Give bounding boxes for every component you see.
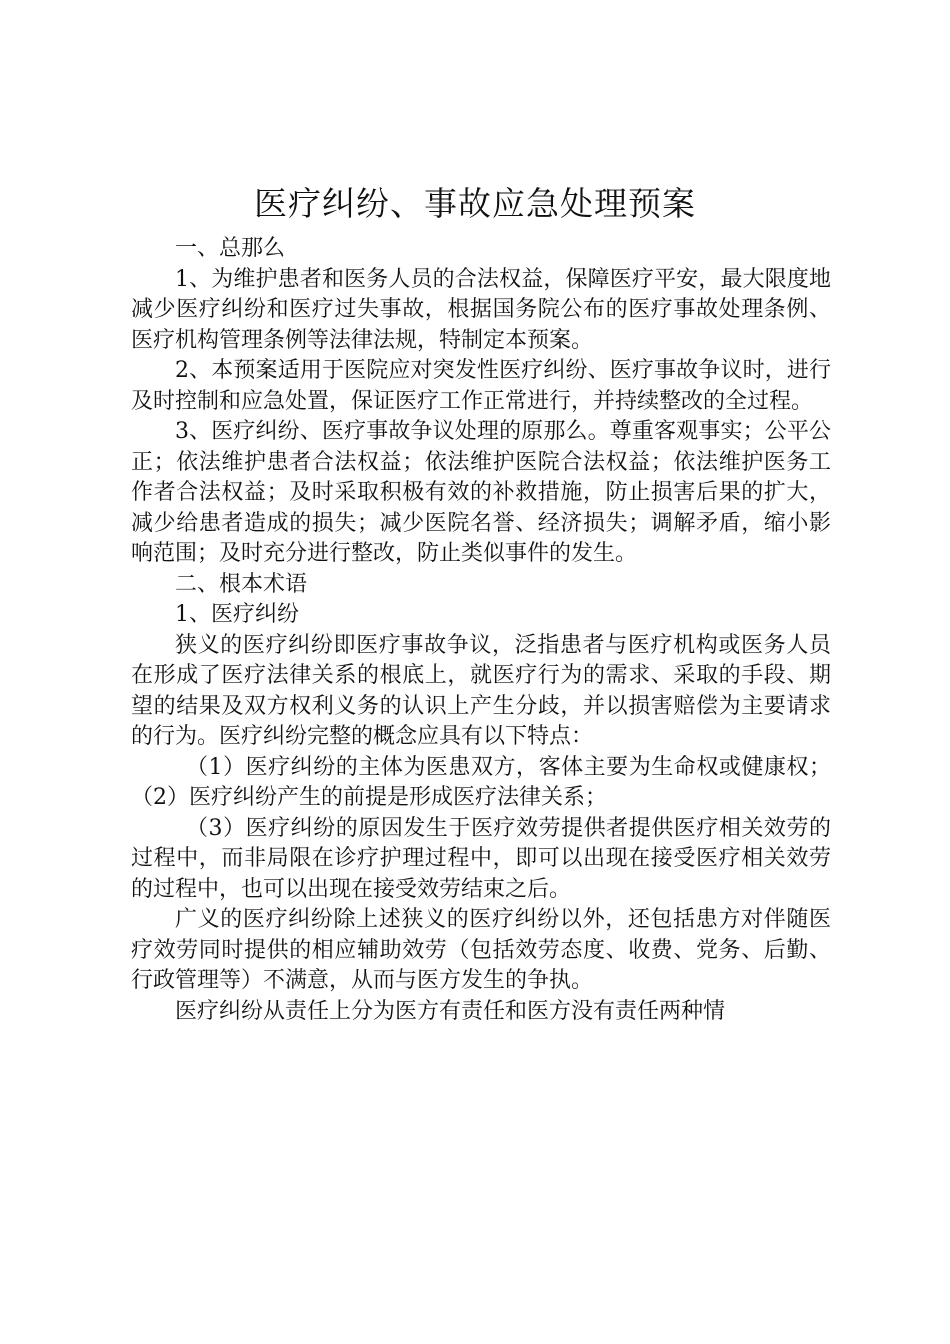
paragraph-features-1-2: （1）医疗纠纷的主体为医患双方，客体主要为生命权或健康权；（2）医疗纠纷产生的前提是形成医疗法律关系； <box>131 754 831 810</box>
document-title: 医疗纠纷、事故应急处理预案 <box>254 184 696 223</box>
paragraph-feature-3: （3）医疗纠纷的原因发生于医疗效劳提供者提供医疗相关效劳的过程中，而非局限在诊疗护理过程中，即可以出现在接受医疗相关效劳的过程中，也可以出现在接受效劳结束之后。 <box>131 815 831 902</box>
paragraph-broad-definition: 广义的医疗纠纷除上述狭义的医疗纠纷以外，还包括患方对伴随医疗效劳同时提供的相应辅助效劳（包括效劳态度、收费、党务、后勤、行政管理等）不满意，从而与医方发生的争执。 <box>131 907 831 993</box>
paragraph-scope: 2、本预案适用于医院应对突发性医疗纠纷、医疗事故争议时，进行及时控制和应急处置，保证医疗工作正常进行，并持续整改的全过程。 <box>131 358 831 414</box>
section-heading-general: 一、总那么 <box>175 236 286 261</box>
paragraph-responsibility: 医疗纠纷从责任上分为医方有责任和医方没有责任两种情 <box>175 998 726 1024</box>
section-heading-terms: 二、根本术语 <box>175 571 308 597</box>
document-body <box>131 234 831 1027</box>
paragraph-principles: 3、医疗纠纷、医疗事故争议处理的原那么。尊重客观事实；公平公正；依法维护患者合法权益；依法维护医院合法权益；依法维护医务工作者合法权益；及时采取积极有效的补救措施，防止损害后果的扩大，减少给患者造成的损失；减少医院名誉、经济损失；调解矛盾，缩小影响范围；及时充分进行整改，防止类似事件的发生。 <box>131 419 831 566</box>
paragraph-narrow-definition: 狭义的医疗纠纷即医疗事故争议，泛指患者与医疗机构或医务人员在形成了医疗法律关系的根底上，就医疗行为的需求、采取的手段、期望的结果及双方权利义务的认识上产生分歧，并以损害赔偿为主要请求的行为。医疗纠纷完整的概念应具有以下特点： <box>131 632 831 749</box>
paragraph-purpose: 1、为维护患者和医务人员的合法权益，保障医疗平安，最大限度地减少医疗纠纷和医疗过失事故，根据国务院公布的医疗事故处理条例、医疗机构管理条例等法律法规，特制定本预案。 <box>131 266 831 353</box>
subheading-medical-dispute: 1、医疗纠纷 <box>175 602 299 627</box>
